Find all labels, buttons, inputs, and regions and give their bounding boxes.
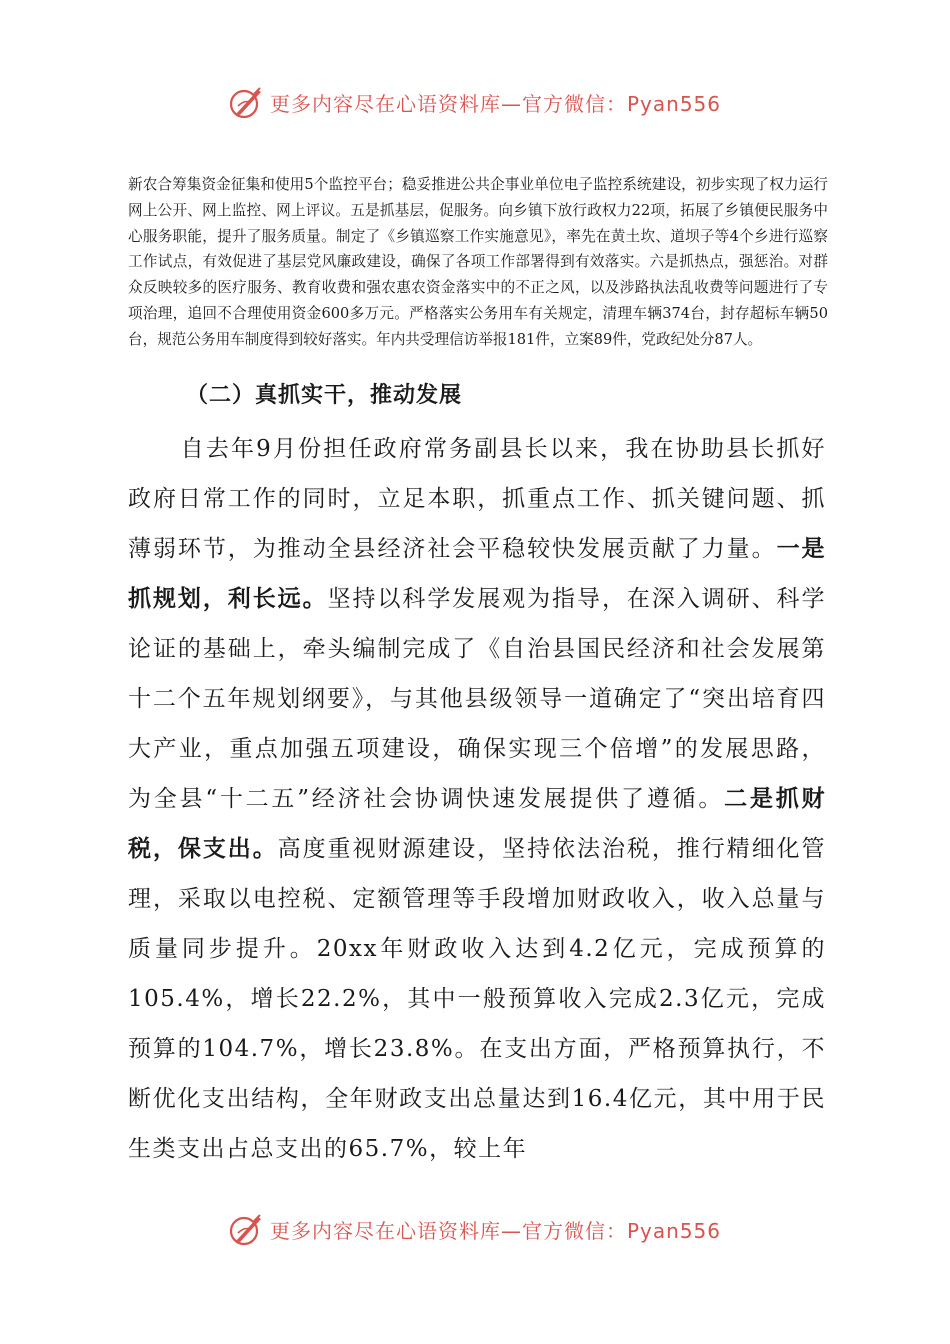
point-two-text: 高度重视财源建设，坚持依法治税，推行精细化管理，采取以电控税、定额管理等手段增加财政收入，收入总量与质量同步提升。20xx年财政收入达到4.2亿元，完成预算的105.4%，增长22.2%，其中一般预算收入完成2.3亿元，完成预算的104.7%，增长23.8%。在支出方面，严格预算执行，不断优化支出结构，全年财政支出总量达到16.4亿元，其中用于民生类支出占总支出的65.7%，较上年 [128,836,827,1162]
quill-pen-logo-icon [228,84,264,120]
point-one-title: 一是抓规划，利长远。 [128,536,827,612]
intro-paragraph: 自去年9月份担任政府常务副县长以来，我在协助县长抓好政府日常工作的同时，立足本职，抓重点工作、抓关键问题、抓薄弱环节，为推动全县经济社会平稳较快发展贡献了力量。 [128,436,826,562]
body-text-large [128,424,826,1174]
quill-pen-logo-icon [228,1211,264,1247]
point-one-text: 坚持以科学发展观为指导，在深入调研、科学论证的基础上，牵头编制完成了《自治县国民经济和社会发展第十二个五年规划纲要》，与其他县级领导一道确定了“突出培育四大产业，重点加强五项建设，确保实现三个倍增”的发展思路，为全县“十二五”经济社会协调快速发展提供了遵循。 [128,586,827,812]
body-paragraph-small: 新农合筹集资金征集和使用5个监控平台；稳妥推进公共企事业单位电子监控系统建设，初步实现了权力运行网上公开、网上监控、网上评议。五是抓基层，促服务。向乡镇下放行政权力22项，拓展了乡镇便民服务中心服务职能，提升了服务质量。制定了《乡镇巡察工作实施意见》，率先在黄土坎、道坝子等4个乡进行巡察工作试点，有效促进了基层党风廉政建设，确保了各项工作部署得到有效落实。六是抓热点，强惩治。对群众反映较多的医疗服务、教育收费和强农惠农资金落实中的不正之风，以及涉路执法乱收费等问题进行了专项治理，追回不合理使用资金600多万元。严格落实公务用车有关规定，清理车辆374台，封存超标车辆50台，规范公务用车制度得到较好落实。年内共受理信访举报181件，立案89件，党政纪处分87人。 [128,176,828,348]
header-banner [228,82,721,122]
section-heading: （二）真抓实干，推动发展 [186,383,463,408]
footer-banner-text: 更多内容尽在心语资料库—官方微信：Pyan556 [270,1218,722,1243]
header-banner-text: 更多内容尽在心语资料库—官方微信：Pyan556 [270,91,722,116]
point-two-title: 二是抓财税，保支出。 [128,786,826,862]
footer-banner [228,1209,721,1249]
